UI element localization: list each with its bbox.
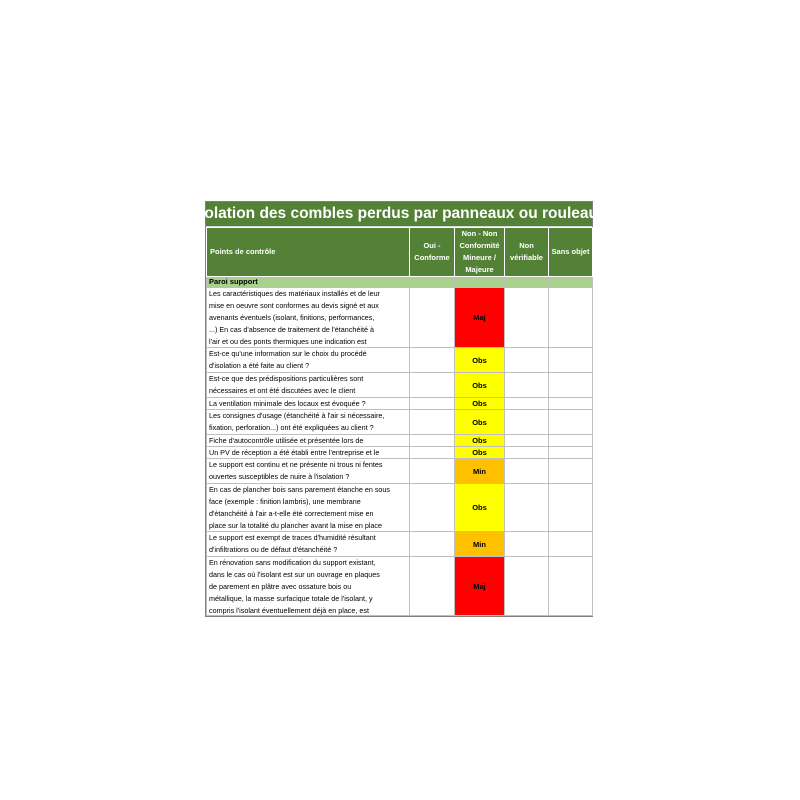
severity-badge: Obs (472, 436, 487, 445)
control-point-line: dans le cas où l'isolant est sur un ouvrage en plaques (209, 570, 380, 579)
control-point-line: Le support est exempt de traces d'humidité résultant (209, 533, 376, 542)
control-point-line: Est-ce que des prédispositions particulières sont (209, 374, 364, 383)
oui-conforme-cell[interactable] (410, 398, 455, 410)
sans-objet-cell[interactable] (549, 484, 593, 532)
non-conformite-cell[interactable] (455, 288, 505, 348)
table-row (207, 288, 593, 348)
oui-conforme-cell[interactable] (410, 288, 455, 348)
sheet-title: Isolation des combles perdus par panneaux ou rouleaux (206, 202, 592, 227)
sans-objet-cell[interactable] (549, 288, 593, 348)
sans-objet-cell[interactable] (549, 447, 593, 459)
section-cell (410, 277, 455, 288)
table-row (207, 435, 593, 447)
checklist-sheet (191, 201, 607, 617)
section-cell (549, 277, 593, 288)
control-point-line: d'étanchéité à l'air a-t-elle été correctement mise en (209, 509, 374, 518)
control-point-line: Est-ce qu'une information sur le choix du procédé (209, 349, 367, 358)
non-verifiable-cell[interactable] (505, 532, 549, 557)
section-label: Paroi support (207, 277, 410, 288)
control-point-line: ...) En cas d'absence de traitement de l'étanchéité à (209, 325, 374, 334)
table-row (207, 447, 593, 459)
control-point-text (209, 447, 408, 458)
non-conformite-cell[interactable] (455, 348, 505, 373)
severity-badge: Obs (472, 355, 487, 365)
table-row (207, 484, 593, 532)
oui-conforme-cell[interactable] (410, 557, 455, 616)
section-cell (455, 277, 505, 288)
control-point-cell (207, 447, 410, 459)
severity-badge: Obs (472, 417, 487, 427)
table-row (207, 348, 593, 373)
non-conformite-cell[interactable] (455, 459, 505, 484)
sans-objet-cell[interactable] (549, 410, 593, 435)
oui-conforme-cell[interactable] (410, 373, 455, 398)
control-point-text (209, 348, 408, 372)
control-point-line: d'infiltrations ou de défaut d'étanchéité ? (209, 545, 338, 554)
control-point-cell (207, 398, 410, 410)
col-header-non-line2: Conformité (459, 241, 500, 250)
non-verifiable-cell[interactable] (505, 373, 549, 398)
control-point-cell (207, 373, 410, 398)
non-verifiable-cell[interactable] (505, 459, 549, 484)
table-row (207, 532, 593, 557)
col-header-non-line4: Majeure (465, 265, 494, 274)
section-row (207, 277, 593, 288)
oui-conforme-cell[interactable] (410, 435, 455, 447)
non-conformite-cell[interactable] (455, 410, 505, 435)
control-point-line: Le support est continu et ne présente ni trous ni fentes (209, 460, 383, 469)
control-point-cell (207, 557, 410, 616)
control-point-line: métallique, la masse surfacique totale de l'isolant, y (209, 594, 373, 603)
severity-badge: Obs (472, 380, 487, 390)
non-verifiable-cell[interactable] (505, 348, 549, 373)
control-point-text (209, 373, 408, 397)
table-row (207, 557, 593, 616)
non-conformite-cell[interactable] (455, 484, 505, 532)
control-point-cell (207, 484, 410, 532)
control-point-line: La ventilation minimale des locaux est évoquée ? (209, 399, 366, 408)
control-point-line: Les consignes d'usage (étanchéité à l'air si nécessaire, (209, 411, 385, 420)
control-point-cell (207, 532, 410, 557)
table-row (207, 398, 593, 410)
control-point-line: Un PV de réception a été établi entre l'entreprise et le (209, 448, 380, 457)
sans-objet-cell[interactable] (549, 398, 593, 410)
severity-badge: Min (473, 466, 486, 476)
control-point-cell (207, 410, 410, 435)
table-row (207, 373, 593, 398)
table-row (207, 459, 593, 484)
checklist-table (206, 227, 593, 616)
sans-objet-cell[interactable] (549, 532, 593, 557)
control-point-text (209, 459, 408, 483)
control-point-cell (207, 435, 410, 447)
col-header-nv-line1: Non (519, 241, 534, 250)
severity-badge: Maj (473, 581, 486, 591)
control-point-line: nécessaires et ont été discutées avec le client (209, 386, 356, 395)
non-verifiable-cell[interactable] (505, 557, 549, 616)
sans-objet-cell[interactable] (549, 348, 593, 373)
oui-conforme-cell[interactable] (410, 410, 455, 435)
section-cell (505, 277, 549, 288)
control-point-cell (207, 459, 410, 484)
control-point-line: Les caractéristiques des matériaux installés et de leur (209, 289, 380, 298)
col-header-nv-line2: vérifiable (510, 253, 543, 262)
control-point-line: face (exemple : finition lambris), une membrane (209, 497, 361, 506)
table-row (207, 410, 593, 435)
control-point-line: compris l'isolant éventuellement déjà en place, est (209, 606, 369, 615)
col-header-non-line1: Non - Non (461, 229, 498, 238)
control-point-line: place sur la totalité du plancher avant la mise en place (209, 521, 383, 530)
oui-conforme-cell[interactable] (410, 484, 455, 532)
non-conformite-cell[interactable] (455, 435, 505, 447)
control-point-line: fixation, perforation...) ont été expliquées au client ? (209, 423, 374, 432)
col-header-oui-line2: Conforme (414, 253, 450, 262)
col-header-non-verifiable (505, 228, 549, 277)
oui-conforme-cell[interactable] (410, 532, 455, 557)
non-verifiable-cell[interactable] (505, 288, 549, 348)
control-point-cell (207, 288, 410, 348)
col-header-oui (410, 228, 455, 277)
non-verifiable-cell[interactable] (505, 484, 549, 532)
non-verifiable-cell[interactable] (505, 410, 549, 435)
control-point-line: mise en oeuvre sont conformes au devis signé et aux (209, 301, 379, 310)
severity-badge: Obs (472, 503, 487, 512)
control-point-text (209, 435, 408, 446)
control-point-line: de parement en plâtre avec ossature bois ou (209, 582, 352, 591)
control-point-line: ouvertes susceptibles de nuire à l'isolation ? (209, 472, 350, 481)
header-row (207, 228, 593, 277)
non-verifiable-cell[interactable] (505, 435, 549, 447)
col-header-sans-objet: Sans objet (549, 228, 593, 277)
non-verifiable-cell[interactable] (505, 398, 549, 410)
non-conformite-cell[interactable] (455, 557, 505, 616)
oui-conforme-cell[interactable] (410, 459, 455, 484)
control-point-cell (207, 348, 410, 373)
sans-objet-cell[interactable] (549, 435, 593, 447)
severity-badge: Maj (473, 313, 486, 322)
col-header-oui-line1: Oui - (423, 241, 441, 250)
control-point-line: En rénovation sans modification du support existant, (209, 558, 376, 567)
control-point-line: avenants éventuels (isolant, finitions, performances, (209, 313, 375, 322)
control-point-line: d'isolation a été faite au client ? (209, 361, 310, 370)
control-point-line: l'air et ou des ponts thermiques une indication est (209, 337, 367, 346)
non-conformite-cell[interactable] (455, 447, 505, 459)
control-point-text (209, 288, 408, 347)
non-conformite-cell[interactable] (455, 398, 505, 410)
col-header-non (455, 228, 505, 277)
control-point-text (209, 410, 408, 434)
col-header-non-line3: Mineure / (463, 253, 496, 262)
non-verifiable-cell[interactable] (505, 447, 549, 459)
control-point-text (209, 398, 408, 409)
severity-badge: Min (473, 539, 486, 549)
control-point-text (209, 557, 408, 615)
sans-objet-cell[interactable] (549, 459, 593, 484)
sans-objet-cell[interactable] (549, 373, 593, 398)
severity-badge: Obs (472, 399, 487, 408)
non-conformite-cell[interactable] (455, 532, 505, 557)
control-point-text (209, 532, 408, 556)
non-conformite-cell[interactable] (455, 373, 505, 398)
sans-objet-cell[interactable] (549, 557, 593, 616)
oui-conforme-cell[interactable] (410, 348, 455, 373)
col-header-points: Points de contrôle (207, 228, 410, 277)
checklist-body (207, 277, 593, 616)
severity-badge: Obs (472, 448, 487, 457)
control-point-line: Fiche d'autocontrôle utilisée et présentée lors de (209, 436, 364, 445)
oui-conforme-cell[interactable] (410, 447, 455, 459)
control-point-line: En cas de plancher bois sans parement étanche en sous (209, 485, 391, 494)
control-point-text (209, 484, 408, 531)
